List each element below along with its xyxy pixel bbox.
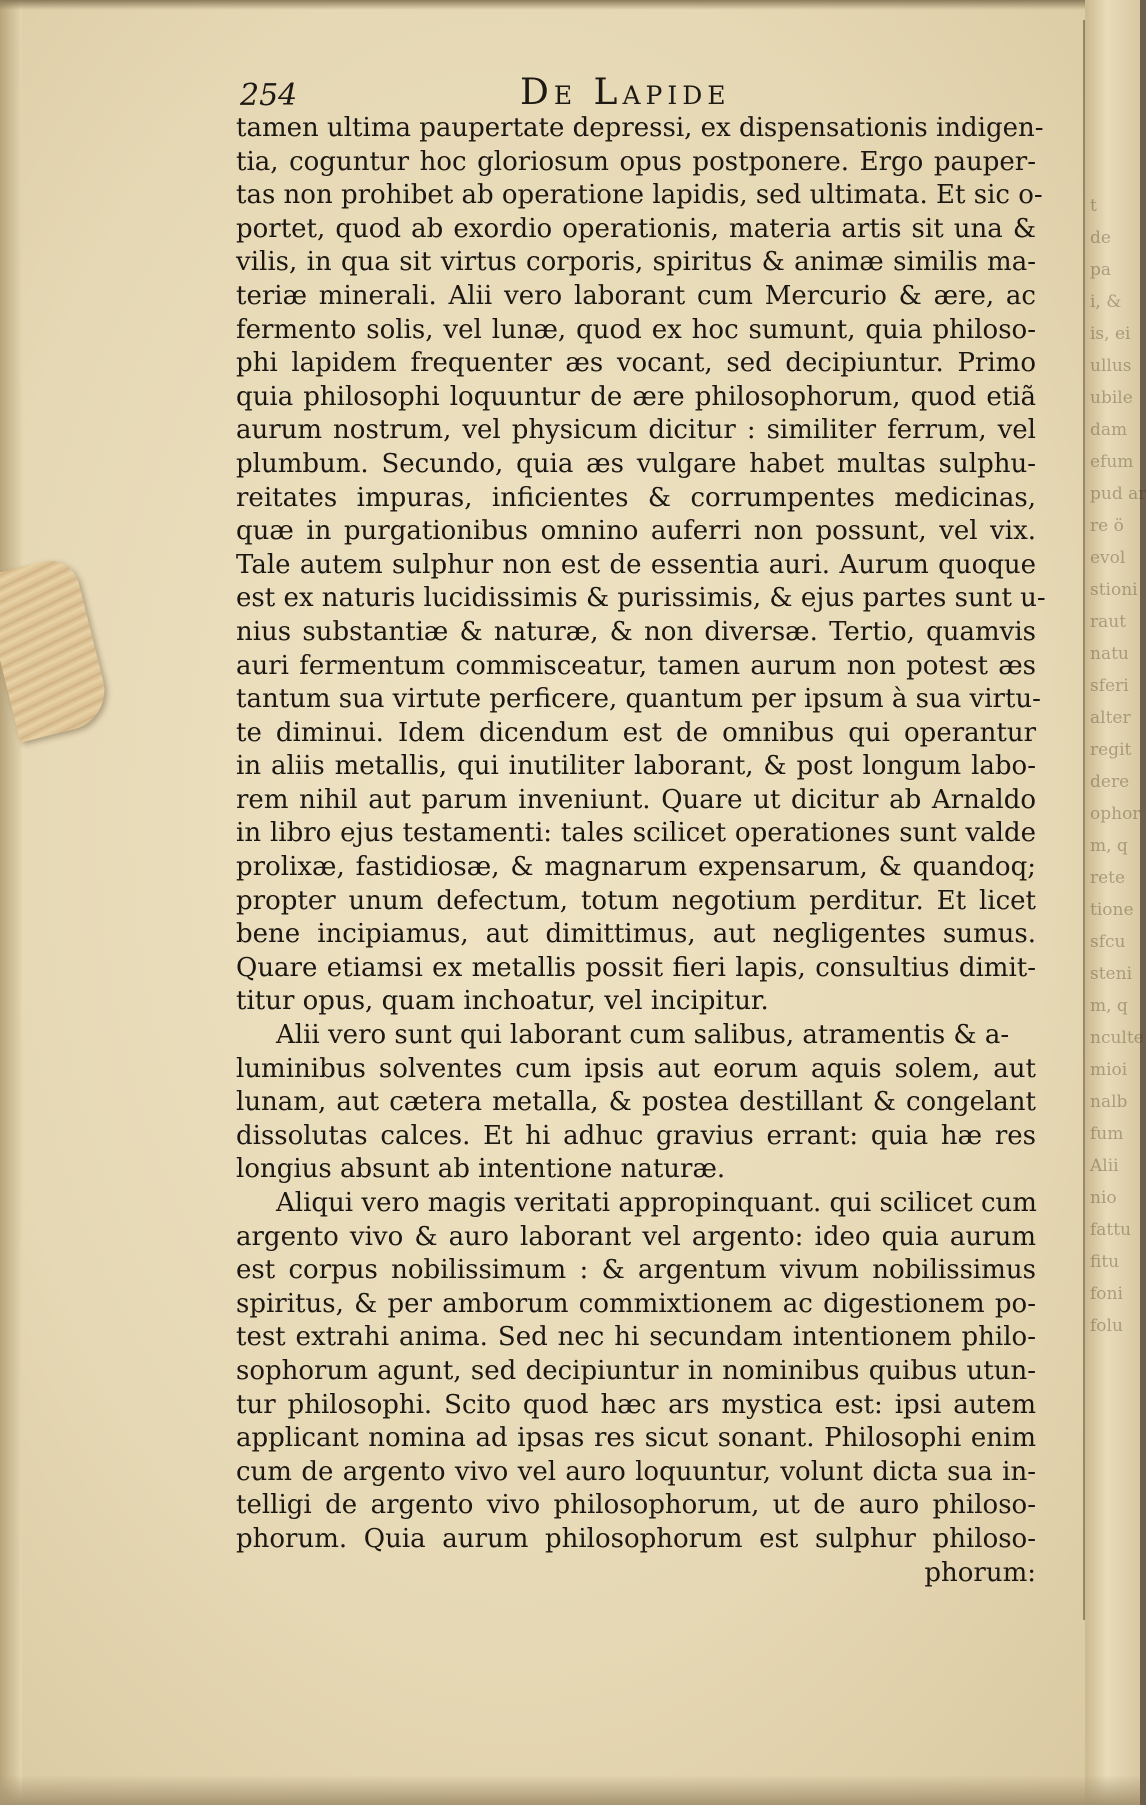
text-line: Alii vero sunt qui laborant cum salibus, atramentis & a- xyxy=(276,1020,1010,1051)
text-line: aurum nostrum, vel physicum dicitur : similiter ferrum, vel xyxy=(236,415,1036,446)
text-line: dissolutas calces. Et hi adhuc gravius errant: quia hæ res xyxy=(236,1120,1036,1151)
text-line: est corpus nobilissimum : & argentum vivum nobilissimus xyxy=(236,1255,1036,1286)
text-line: in libro ejus testamenti: tales scilicet operationes sunt valde xyxy=(236,818,1036,849)
text-line: reitates impuras, inficientes & corrumpentes medicinas, xyxy=(236,482,1036,513)
text-line: quia philosophi loquuntur de ære philosophorum, quod etiã xyxy=(236,381,1036,412)
text-line: cum de argento vivo vel auro loquuntur, volunt dicta sua in- xyxy=(236,1456,1036,1487)
text-line: Quare etiamsi ex metallis possit fieri lapis, consultius dimit- xyxy=(236,952,1036,983)
text-line: quæ in purgationibus omnino auferri non possunt, vel vix. xyxy=(236,516,1036,547)
text-line: nius substantiæ & naturæ, & non diversæ. Tertio, quamvis xyxy=(236,616,1036,647)
text-line: vilis, in qua sit virtus corporis, spiritus & animæ similis ma- xyxy=(236,247,1036,278)
page-number: 254 xyxy=(240,78,298,113)
text-line: teriæ minerali. Alii vero laborant cum Mercurio & ære, ac xyxy=(236,280,1036,311)
body-text xyxy=(236,112,1046,1590)
text-line: fermento solis, vel lunæ, quod ex hoc sumunt, quia philoso- xyxy=(236,314,1036,345)
text-line: tamen ultima paupertate depressi, ex dispensationis indigen- xyxy=(236,113,1044,143)
text-line: phorum. Quia aurum philosophorum est sulphur philoso- xyxy=(236,1523,1036,1554)
text-line: rem nihil aut parum inveniunt. Quare ut dicitur ab Arnaldo xyxy=(236,784,1036,815)
facing-page-bleed-through: t de pa i, & is, ei ullus ubile dam efum pud ar re ö evol stioni raut natu sferi alter regit dere ophor m, q rete tione sfcu steni m, q nculte mioi nalb fum Alii nio fattu fitu foni folu xyxy=(1090,196,1146,1336)
text-line: Aliqui vero magis veritati appropinquant. qui scilicet cum xyxy=(276,1188,1037,1218)
text-line: phorum: xyxy=(924,1557,1036,1588)
text-line: est ex naturis lucidissimis & purissimis, & ejus partes sunt u- xyxy=(236,583,1046,614)
text-line: sophorum agunt, sed decipiuntur in nominibus quibus utun- xyxy=(236,1355,1036,1386)
page-left-edge xyxy=(0,0,22,1805)
text-line: in aliis metallis, qui inutiliter laborant, & post longum labo- xyxy=(236,751,1036,782)
text-line: phi lapidem frequenter æs vocant, sed decipiuntur. Primo xyxy=(236,348,1036,379)
text-line: tia, coguntur hoc gloriosum opus postponere. Ergo pauper- xyxy=(236,146,1036,177)
text-line: telligi de argento vivo philosophorum, ut de auro philoso- xyxy=(236,1490,1036,1521)
text-line: Tale autem sulphur non est de essentia auri. Aurum quoque xyxy=(236,549,1036,580)
top-shadow xyxy=(0,0,1140,10)
text-line: auri fermentum commisceatur, tamen aurum non potest æs xyxy=(236,650,1036,681)
text-line: spiritus, & per amborum commixtionem ac digestionem po- xyxy=(236,1288,1036,1319)
text-line: lunam, aut cætera metalla, & postea destillant & congelant xyxy=(236,1087,1036,1118)
text-line: titur opus, quam inchoatur, vel incipitur. xyxy=(236,986,769,1017)
paper-tab-marker xyxy=(0,555,113,743)
text-line: tantum sua virtute perficere, quantum per ipsum à sua virtu- xyxy=(236,684,1041,715)
text-line: te diminui. Idem dicendum est de omnibus qui operantur xyxy=(236,717,1036,748)
text-line: bene incipiamus, aut dimittimus, aut negligentes sumus. xyxy=(236,919,1036,950)
running-title: De Lapide xyxy=(520,72,731,113)
text-line: portet, quod ab exordio operationis, materia artis sit una & xyxy=(236,213,1036,244)
text-line: tas non prohibet ab operatione lapidis, sed ultimata. Et sic o- xyxy=(236,180,1043,211)
text-line: test extrahi anima. Sed nec hi secundam intentionem philo- xyxy=(236,1322,1036,1353)
text-line: prolixæ, fastidiosæ, & magnarum expensarum, & quandoq; xyxy=(236,852,1036,883)
text-line: luminibus solventes cum ipsis aut eorum aquis solem, aut xyxy=(236,1053,1036,1084)
spine-line xyxy=(1083,20,1085,1620)
text-line: tur philosophi. Scito quod hæc ars mystica est: ipsi autem xyxy=(236,1389,1036,1420)
text-line: propter unum defectum, totum negotium perditur. Et licet xyxy=(236,885,1036,916)
bottom-shadow xyxy=(0,1775,1140,1805)
text-line: longius absunt ab intentione naturæ. xyxy=(236,1154,726,1185)
text-line: applicant nomina ad ipsas res sicut sonant. Philosophi enim xyxy=(236,1423,1036,1454)
text-line: argento vivo & auro laborant vel argento: ideo quia aurum xyxy=(236,1221,1036,1252)
text-line: plumbum. Secundo, quia æs vulgare habet multas sulphu- xyxy=(236,448,1036,479)
